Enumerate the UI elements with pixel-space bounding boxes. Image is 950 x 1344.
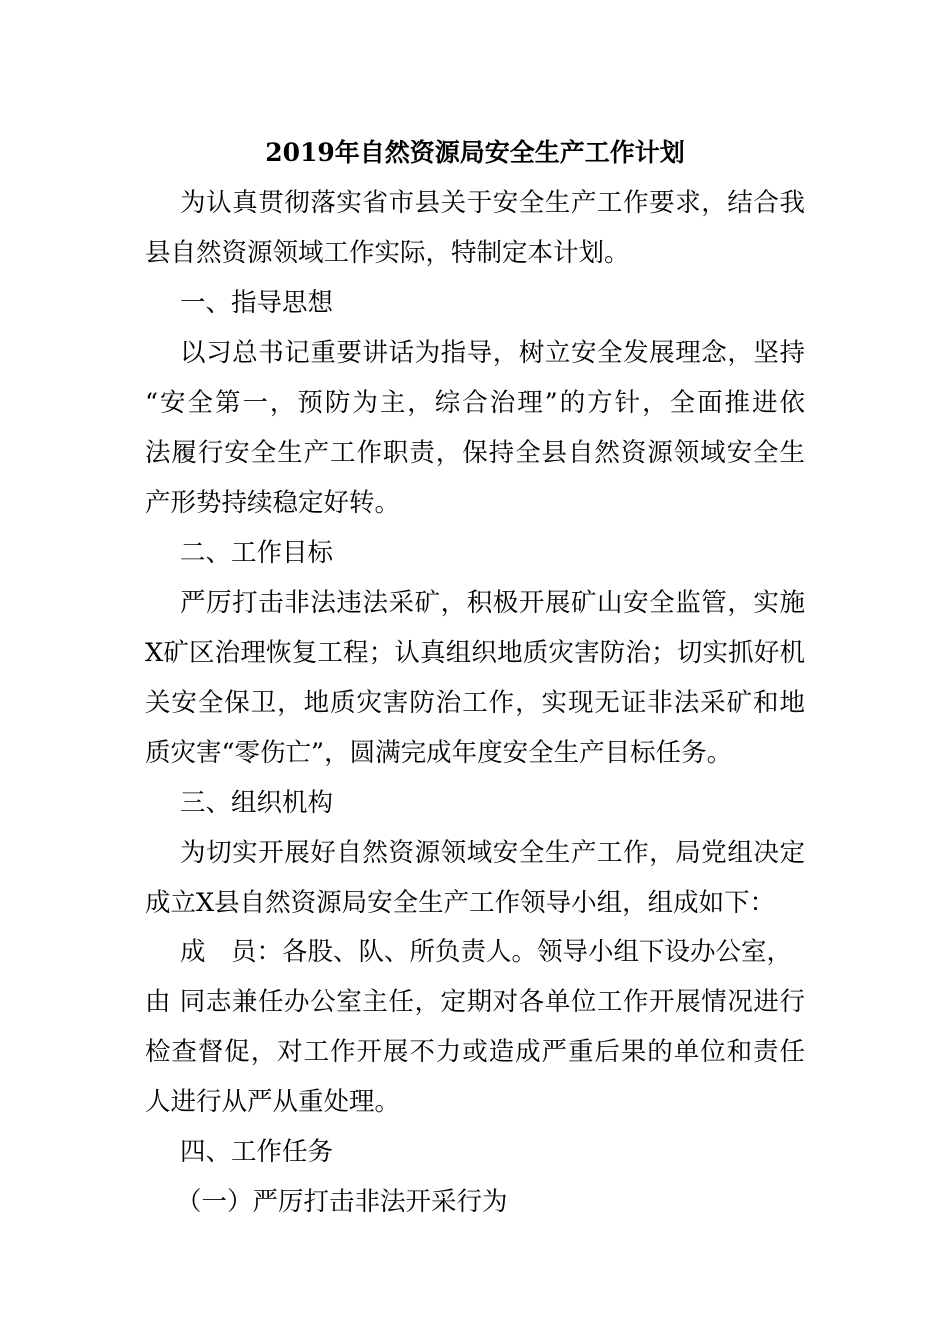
paragraph-line: 严厉打击非法违法采矿，积极开展矿山安全监管，实施 (180, 588, 805, 618)
section-heading: 四、工作任务 (180, 1137, 334, 1167)
paragraph-line: 检查督促，对工作开展不力或造成严重后果的单位和责任 (145, 1037, 805, 1067)
paragraph-line: 关安全保卫，地质灾害防治工作，实现无证非法采矿和地 (145, 688, 805, 718)
paragraph-line: 为认真贯彻落实省市县关于安全生产工作要求，结合我 (180, 188, 805, 218)
paragraph-line: X矿区治理恢复工程；认真组织地质灾害防治；切实抓好机 (145, 638, 805, 668)
paragraph-line: 法履行安全生产工作职责，保持全县自然资源领域安全生 (145, 438, 805, 468)
document-title: 2019年自然资源局安全生产工作计划 (265, 138, 685, 167)
paragraph-line: 产形势持续稳定好转。 (145, 488, 401, 518)
paragraph-line: 成 员：各股、队、所负责人。领导小组下设办公室， (180, 937, 793, 967)
paragraph-line: 由 同志兼任办公室主任，定期对各单位工作开展情况进行 (145, 987, 805, 1017)
section-heading: 三、组织机构 (180, 788, 334, 818)
subsection-heading: （一）严厉打击非法开采行为 (176, 1187, 508, 1217)
paragraph-line: 人进行从严从重处理。 (145, 1087, 401, 1117)
paragraph-line: 县自然资源领域工作实际，特制定本计划。 (145, 238, 630, 268)
section-heading: 二、工作目标 (180, 538, 334, 568)
paragraph-line: 为切实开展好自然资源领域安全生产工作，局党组决定 (180, 838, 805, 868)
paragraph-line: 质灾害“零伤亡”，圆满完成年度安全生产目标任务。 (145, 738, 733, 768)
paragraph-line: 成立X县自然资源局安全生产工作领导小组，组成如下： (145, 888, 776, 918)
paragraph-line: “安全第一，预防为主，综合治理”的方针，全面推进依 (145, 388, 805, 418)
section-heading: 一、指导思想 (180, 288, 334, 318)
paragraph-line: 以习总书记重要讲话为指导，树立安全发展理念，坚持 (180, 338, 805, 368)
